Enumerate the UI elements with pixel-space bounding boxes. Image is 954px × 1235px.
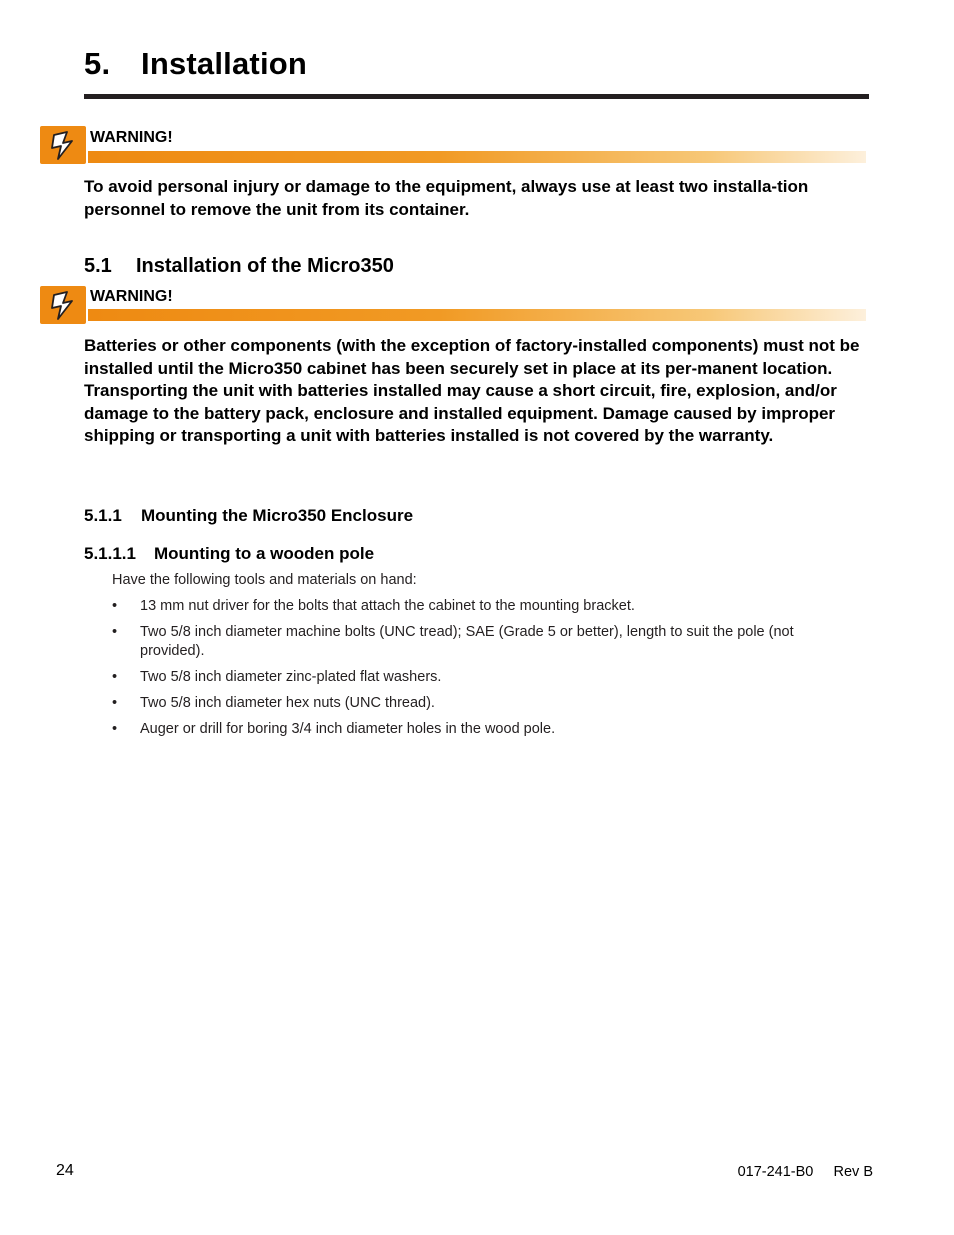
subsubsection-heading [84,544,374,564]
chapter-title-text: Installation [141,46,308,81]
warning-text: To avoid personal injury or damage to the equipment, always use at least two installa-tion personnel to remove the unit from its container. [84,177,809,219]
list-item-text: Auger or drill for boring 3/4 inch diameter holes in the wood pole. [140,721,556,737]
chapter-number: 5. [84,46,111,81]
bullet: • [112,598,118,614]
list-item [112,597,857,616]
document-id: 017-241-B0 [737,1164,814,1180]
warning-text: Batteries or other components (with the exception of factory-installed components) must not be installed until the Micro350 cabinet has been securely set in place at its per-manent location. Transporting the unit with batteries installed may cause a short circuit, fire, explosion, and/or damage to the battery pack, enclosure and installed equipment. Damage caused by improper shipping or transporting a unit with batteries installed is not covered by the warranty. [84,336,860,445]
section-number: 5.1 [84,255,112,277]
warning-bar [88,309,866,321]
list-item [112,720,857,739]
warning-bar [88,151,866,163]
subsubsection-title: Mounting to a wooden pole [154,544,375,563]
footer-doc-info [717,1164,873,1180]
revision: Rev B [833,1164,873,1180]
page-number: 24 [56,1162,74,1179]
warning-label: WARNING! [90,288,173,305]
subsection-heading [84,506,413,526]
bullet: • [112,669,118,685]
list-item-text: Two 5/8 inch diameter hex nuts (UNC thread). [140,695,435,711]
chapter-title [84,46,307,82]
chapter-rule [84,94,869,99]
intro-text: Have the following tools and materials on hand: [112,572,417,588]
section-title: Installation of the Micro350 [136,255,394,277]
tools-list [112,597,857,746]
list-item [112,668,857,687]
bullet: • [112,624,118,640]
section-heading [84,255,394,278]
lightning-bolt-icon [40,286,86,324]
subsection-number: 5.1.1 [84,506,122,525]
lightning-bolt-icon [40,126,86,164]
warning-label: WARNING! [90,129,173,146]
list-item-text: 13 mm nut driver for the bolts that attach the cabinet to the mounting bracket. [140,598,635,614]
list-item-text: Two 5/8 inch diameter zinc-plated flat washers. [140,669,442,685]
subsection-title: Mounting the Micro350 Enclosure [141,506,414,525]
list-item [112,694,857,713]
bullet: • [112,695,118,711]
bullet: • [112,721,118,737]
subsubsection-number: 5.1.1.1 [84,544,136,563]
list-item [112,623,857,661]
list-item-text: Two 5/8 inch diameter machine bolts (UNC tread); SAE (Grade 5 or better), length to suit the pole (not provided). [140,624,794,659]
